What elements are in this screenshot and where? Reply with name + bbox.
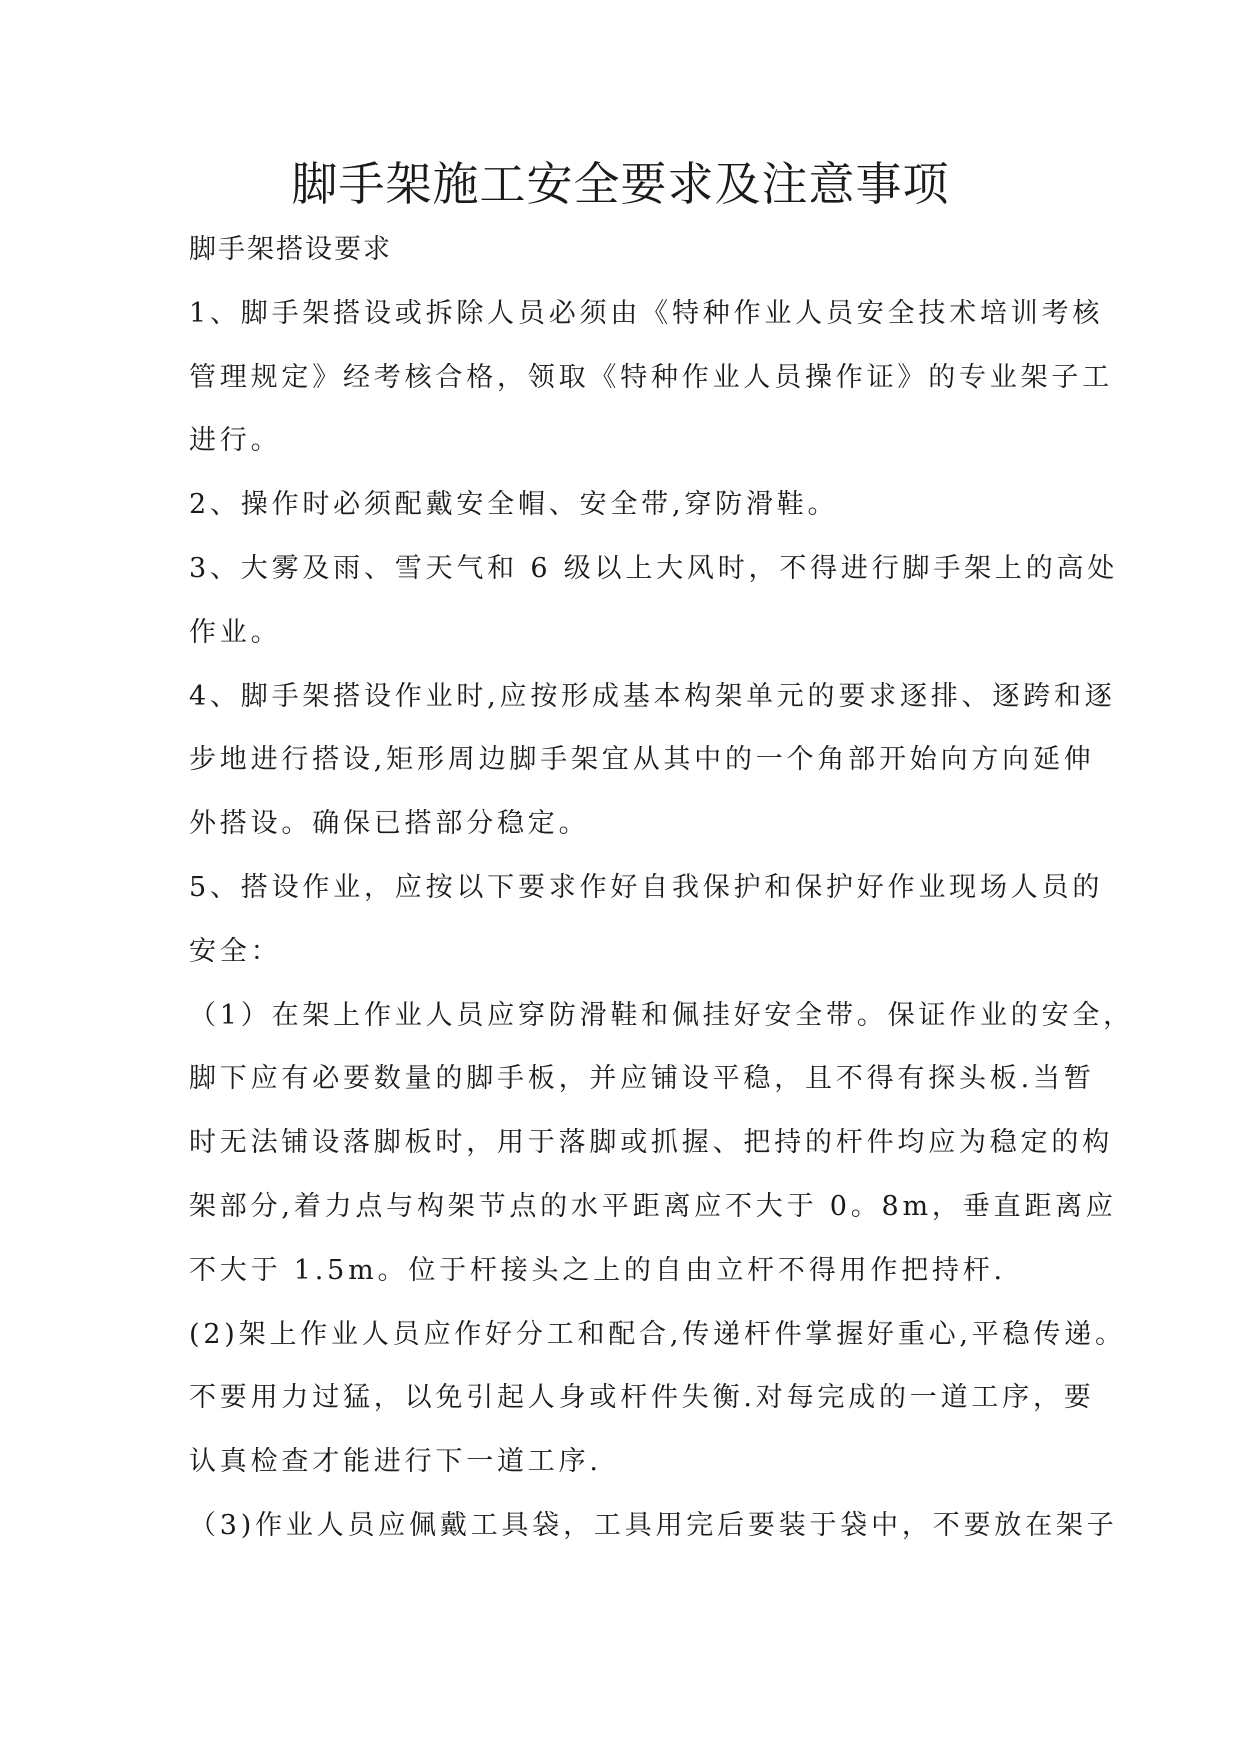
text-line: 安全： xyxy=(189,935,282,967)
text-line: （3)作业人员应佩戴工具袋，工具用完后要装于袋中，不要放在架子 xyxy=(189,1509,1118,1541)
text-line: 架部分,着力点与构架节点的水平距离应不大于 0。8m，垂直距离应 xyxy=(189,1190,1117,1222)
text-line: 脚下应有必要数量的脚手板，并应铺设平稳，且不得有探头板.当暂 xyxy=(189,1063,1095,1095)
section-heading: 脚手架搭设要求 xyxy=(189,234,392,265)
text-line: 作业。 xyxy=(189,616,282,648)
text-line: 外搭设。确保已搭部分稳定。 xyxy=(189,808,590,840)
text-line: 认真检查才能进行下一道工序. xyxy=(189,1446,602,1478)
text-line: 不大于 1.5m。位于杆接头之上的自由立杆不得用作把持杆. xyxy=(189,1254,1006,1286)
document-title: 脚手架施工安全要求及注意事项 xyxy=(291,157,950,211)
text-line: 3、大雾及雨、雪天气和 6 级以上大风时，不得进行脚手架上的高处 xyxy=(189,552,1119,584)
text-line: （1）在架上作业人员应穿防滑鞋和佩挂好安全带。保证作业的安全， xyxy=(189,999,1134,1031)
text-line: 1、脚手架搭设或拆除人员必须由《特种作业人员安全技术培训考核 xyxy=(189,297,1104,329)
text-line: 4、脚手架搭设作业时,应按形成基本构架单元的要求逐排、逐跨和逐 xyxy=(189,680,1116,712)
text-line: 步地进行搭设,矩形周边脚手架宜从其中的一个角部开始向方向延伸 xyxy=(189,744,1095,776)
text-line: (2)架上作业人员应作好分工和配合,传递杆件掌握好重心,平稳传递。 xyxy=(189,1318,1126,1350)
text-line: 不要用力过猛，以免引起人身或杆件失衡.对每完成的一道工序，要 xyxy=(189,1382,1095,1414)
text-line: 2、操作时必须配戴安全帽、安全带,穿防滑鞋。 xyxy=(189,489,839,521)
text-line: 时无法铺设落脚板时，用于落脚或抓握、把持的杆件均应为稳定的构 xyxy=(189,1127,1113,1159)
text-line: 管理规定》经考核合格，领取《特种作业人员操作证》的专业架子工 xyxy=(189,361,1113,393)
text-line: 5、搭设作业，应按以下要求作好自我保护和保护好作业现场人员的 xyxy=(189,871,1104,903)
document-body xyxy=(189,218,1134,1558)
text-line: 进行。 xyxy=(189,425,282,457)
